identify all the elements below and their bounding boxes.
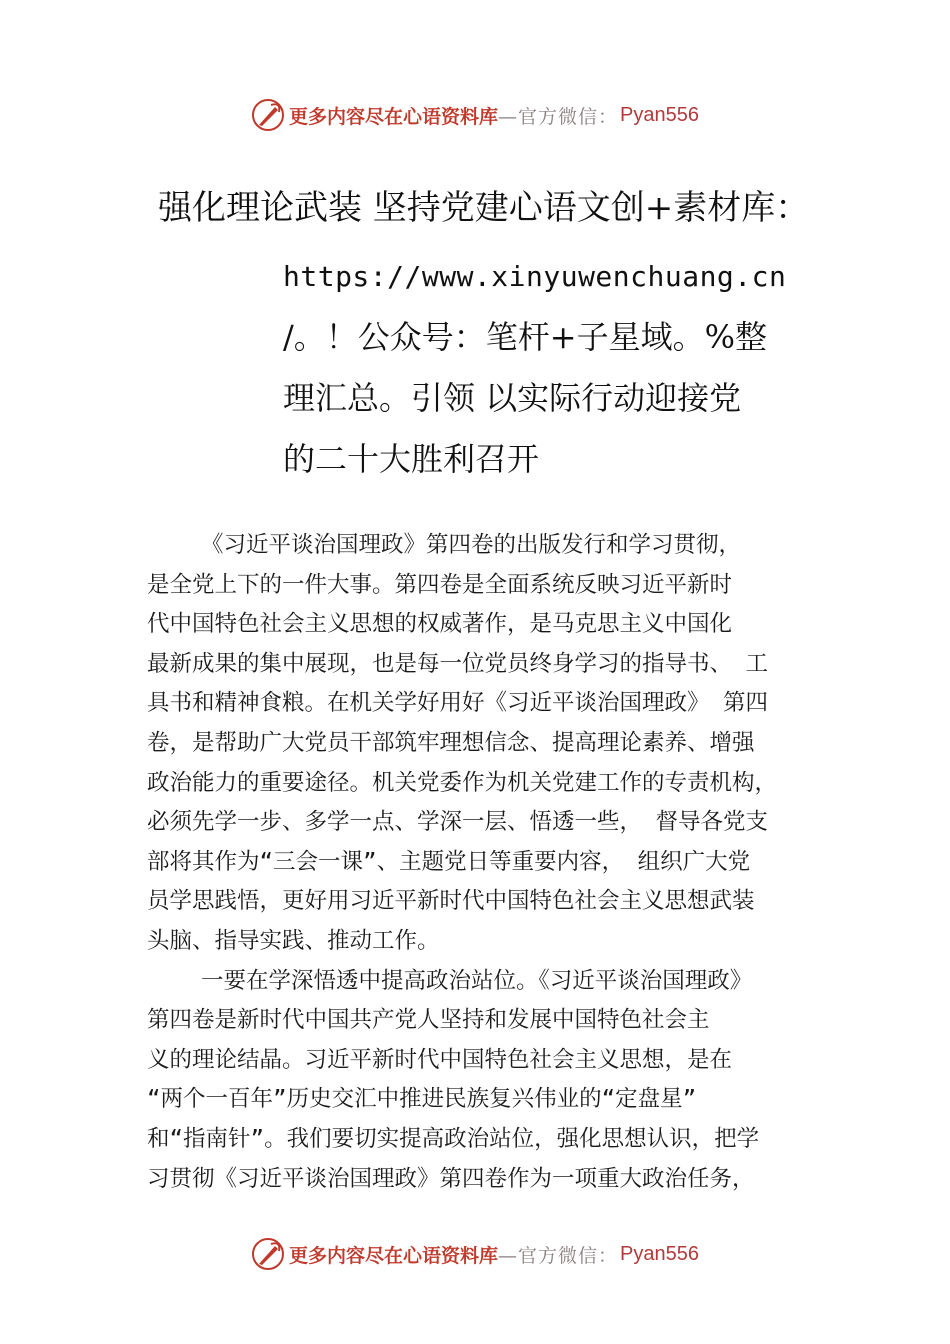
- body-line: 政治能力的重要途径。机关党委作为机关党建工作的专责机构，: [147, 769, 778, 796]
- banner-wechat-label: —官方微信：: [498, 105, 619, 128]
- banner-wechat-id: Pyan556: [620, 103, 699, 126]
- body-line: 《习近平谈治国理政》第四卷的出版发行和学习贯彻，: [201, 532, 742, 558]
- body-line: 必须先学一步、多学一点、学深一层、悟透一些， 督导各党支: [147, 809, 769, 836]
- banner-site-text: 更多内容尽在心语资料库: [289, 1244, 499, 1267]
- body-line: 是全党上下的一件大事。第四卷是全面系统反映习近平新时: [147, 571, 733, 598]
- quill-pen-icon: [251, 98, 285, 132]
- quill-pen-icon: [251, 1237, 285, 1271]
- banner-wechat-label: —官方微信：: [498, 1244, 619, 1267]
- body-line: “两个一百年”历史交汇中推进民族复兴伟业的“定盘星”: [147, 1086, 697, 1113]
- body-line: 代中国特色社会主义思想的权威著作，是马克思主义中国化: [147, 611, 733, 638]
- body-line: 部将其作为“三会一课”、主题党日等重要内容， 组织广大党: [147, 848, 751, 875]
- document-title-line-1: 强化理论武装 坚持党建心语文创+素材库：: [158, 188, 810, 228]
- document-title-continuation: [283, 246, 803, 490]
- title-url-line: https://www.xinyuwenchuang.cn: [283, 260, 787, 293]
- title-line-4: 理汇总。引领 以实际行动迎接党: [283, 379, 742, 417]
- banner-wechat-id: Pyan556: [620, 1242, 699, 1265]
- body-line: 第四卷是新时代中国共产党人坚持和发展中国特色社会主: [147, 1007, 710, 1034]
- body-line: 一要在学深悟透中提高政治站位。《习近平谈治国理政》: [201, 967, 753, 994]
- footer-banner: [0, 1232, 950, 1276]
- body-line: 和“指南针”。我们要切实提高政治站位，强化思想认识，把学: [147, 1125, 760, 1152]
- body-line: 具书和精神食粮。在机关学好用好《习近平谈治国理政》 第四: [147, 690, 769, 717]
- title-line-5: 的二十大胜利召开: [283, 440, 540, 478]
- body-line: 习贯彻《习近平谈治国理政》第四卷作为一项重大政治任务，: [147, 1165, 755, 1192]
- document-body: [147, 526, 837, 1199]
- body-line: 卷，是帮助广大党员干部筑牢理想信念、提高理论素养、增强: [147, 729, 755, 756]
- banner-site-text: 更多内容尽在心语资料库: [289, 105, 499, 128]
- body-line: 最新成果的集中展现，也是每一位党员终身学习的指导书、 工: [147, 650, 769, 677]
- body-line: 头脑、指导实践、推动工作。: [147, 927, 440, 954]
- header-banner: [0, 93, 950, 137]
- body-line: 义的理论结晶。习近平新时代中国特色社会主义思想，是在: [147, 1046, 733, 1073]
- body-line: 员学思践悟，更好用习近平新时代中国特色社会主义思想武装: [147, 888, 755, 915]
- title-line-3: /。！公众号：笔杆+子星域。%整: [283, 318, 768, 356]
